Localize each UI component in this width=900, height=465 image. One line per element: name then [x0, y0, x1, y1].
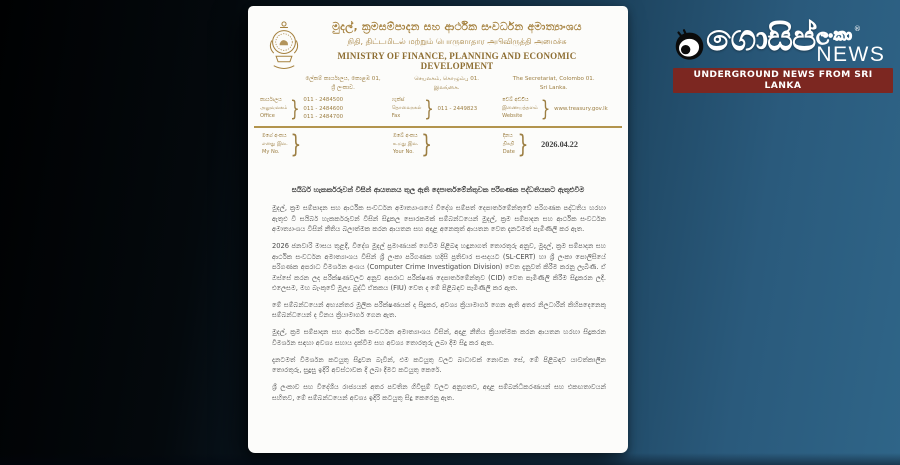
logo-right-stack — [816, 15, 885, 65]
fax-block — [392, 96, 502, 121]
office-phone-numbers: 011 - 2484500 011 - 2484600 011 - 2484700 — [303, 97, 344, 121]
your-no-block — [392, 130, 503, 160]
eye-icon — [673, 27, 706, 62]
registered-trademark: ® — [853, 25, 861, 33]
letter-paragraph: මේ සම්බන්ධයෙන් අභ්‍යන්තර මූලික පරීක්ෂණයක් ද සිදුකර, අවශ්‍ය ක්‍රියාමාර්ග ගෙන ඇති අතර නිලධාරීන් කිහිපදෙනෙකු සම්බන්ධයෙන් ද විනය ක්‍රියාමාර්ග ගෙන ඇත. — [272, 300, 606, 320]
logo-tagline: UNDERGROUND NEWS FROM SRI LANKA — [673, 68, 893, 93]
gossip-lanka-logo — [673, 15, 893, 93]
letter-paragraph: දැනටමත් විමර්ශන කටයුතු සිදුවන බැවින්, එම කටයුතු වලට බාධාවක් නොවන සේ, මේ පිළිබඳව යාවත්කාලීන තොරතුරු, සුදුසු ඉදිරි අවස්ථාවක දී ලබා දීමට කටයුතු කෙරේ. — [272, 355, 606, 375]
my-no-labels: මගේ අංකය எனது இல. My No. — [262, 133, 288, 155]
logo-text-sinhala: ගොසිප් — [706, 18, 816, 59]
office-labels: කාර්යාලය அலுவலகம் Office — [260, 97, 288, 119]
fax-number: 011 - 2449823 — [437, 105, 478, 112]
brace-glyph: } — [424, 95, 434, 122]
letter-document — [248, 6, 628, 453]
letter-paragraph: මුදල්, ක්‍රම සම්පාදන සහ ආර්ථික සංවර්ධන අමාත්‍යාංශයේ විදේශ සම්පත් දෙපාර්තමේන්තුවේ පරිගණක පද්ධතිය හරහා ඇතුළු වී සයිබර් හැකර්කරුවන් විසින් සිදුකල සොරකමක් සම්බන්ධයෙන් මුදල්, ක්‍රම සම්පාදන සහ ආර්ථික සංවර්ධන අමාත්‍යාංශය විසින් නීතිය බලාත්මක කරන ආයතන සහ අදාළ අනෙකුත් ආයතන වෙත දැනටමත් පැමිණිලි කර ඇත. — [272, 204, 606, 234]
reference-row — [248, 128, 628, 160]
address-row — [248, 72, 628, 92]
ministry-title-english: MINISTRY OF FINANCE, PLANNING AND ECONOMIC DEVELOPMENT — [337, 51, 577, 71]
bottom-vignette — [0, 453, 900, 465]
ministry-titles — [302, 20, 612, 72]
date-labels: දිනය திகதி Date — [502, 133, 515, 155]
ministry-title-sinhala: මුදල්, ක්‍රමසම්පාදන සහ ආර්ථික සංවර්ධන අමාත්‍යාංශය — [332, 21, 582, 33]
website-block — [502, 96, 616, 121]
letter-paragraph: 2026 ජනවාරි මාසය තුළදී, විදේශ මුදල් ප්‍රමාණයක් ගෙවීම පිළිබඳ හඳුනාගත් තොරතුරු අනුව, මුදල්, ක්‍රම සම්පාදන සහ ආර්ථික සංවර්ධන අමාත්‍යාංශය විසින් ශ්‍රී ලංකා පරිගණක හදිසි ප්‍රතිචාර සංසදයට (SL-CERT) හා ශ්‍රී ලංකා පොලිසියේ පරිගණක අපරාධ විමර්ශන අංශය (Computer Crime Investigation Division) වෙත දැනුවත් කිරීම කරනු ලැබිණි. ඒ ඔස්සේ කරන ලද පරීක්ෂණවලට අනුව අපරාධ පරීක්ෂණ දෙපාර්තමේන්තුව (CID) වෙත පැමිණිලි කිරීම සිදුකරන ලදී. එලෙසම, මහ බැංකුවේ මූල්‍ය බුද්ධි ඒකකය (FIU) වෙත ද මේ පිළිබඳව පැමිණිලි කර ඇත. — [272, 242, 606, 293]
letter-body — [248, 195, 628, 403]
fax-labels: ෆැක්ස් தொலைநகல் Fax — [391, 97, 422, 119]
brace-glyph: } — [290, 130, 302, 160]
ministry-title-tamil: நிதி, திட்டமிடல் மற்றும் பொருளாதார அபிவிருத்தி அமைச்சு — [347, 37, 567, 46]
logo-text-lanka: ලංකා — [816, 25, 853, 44]
logo-brand-row — [673, 15, 893, 65]
sri-lanka-national-emblem-icon — [266, 20, 302, 72]
office-phone-block — [260, 96, 392, 121]
brace-glyph: } — [290, 95, 300, 122]
my-no-block — [262, 130, 393, 160]
contact-row — [248, 92, 628, 121]
address-english: The Secretariat, Colombo 01. Sri Lanka. — [512, 76, 595, 91]
date-block — [502, 130, 616, 160]
letter-paragraph: මුදල්, ක්‍රම සම්පාදන සහ ආර්ථික සංවර්ධන අමාත්‍යාංශය විසින්, අදාළ නීතිය ක්‍රියාත්මක කරන ආයතන හරහා සිදුකරන විමර්ශන සඳහා අවශ්‍ය සහාය දැක්වීම සහ අවශ්‍ය තොරතුරු ලබා දීම සිදු කර ඇත. — [272, 328, 606, 347]
website-labels: වෙබ් අඩවිය இணையத்தளம் Website — [502, 97, 539, 119]
letter-paragraph: ශ්‍රී ලංකාව සහ විදේශීය රාජ්‍යයන් අතර පවතින ගිවිසුම් වලට අනුගතව, අදාළ සම්බන්ධීකරණයන් සහ එකඟතාවයන් සහිතව, මේ සම්බන්ධයෙන් අවශ්‍ය ඉදිරි කටයුතු සිදු කෙරෙනු ඇත. — [272, 383, 606, 402]
your-no-labels: ඔබේ අංකය உமது இல. Your No. — [392, 133, 419, 155]
subject-line: සයිබර් හැකර්කරුවන් විසින් ආයතනය තුල ඇති දෙපාර්තමේන්තුවක පරිගණක පද්ධතියකට ඇතුළුවීම — [291, 186, 585, 195]
date-value: 2026.04.22 — [541, 140, 578, 150]
brace-glyph: } — [517, 130, 529, 160]
brace-glyph: } — [541, 95, 551, 122]
logo-text-news: NEWS — [816, 43, 886, 66]
brace-glyph: } — [421, 130, 432, 160]
letterhead — [248, 6, 628, 72]
address-sinhala: ලේකම් කාර්යාලය, කොළඹ 01, ශ්‍රී ලංකාව. — [305, 76, 381, 91]
address-tamil: செயலகம், கொழும்பு 01. இலங்கை. — [414, 76, 480, 91]
website-url: www.treasury.gov.lk — [554, 105, 608, 112]
